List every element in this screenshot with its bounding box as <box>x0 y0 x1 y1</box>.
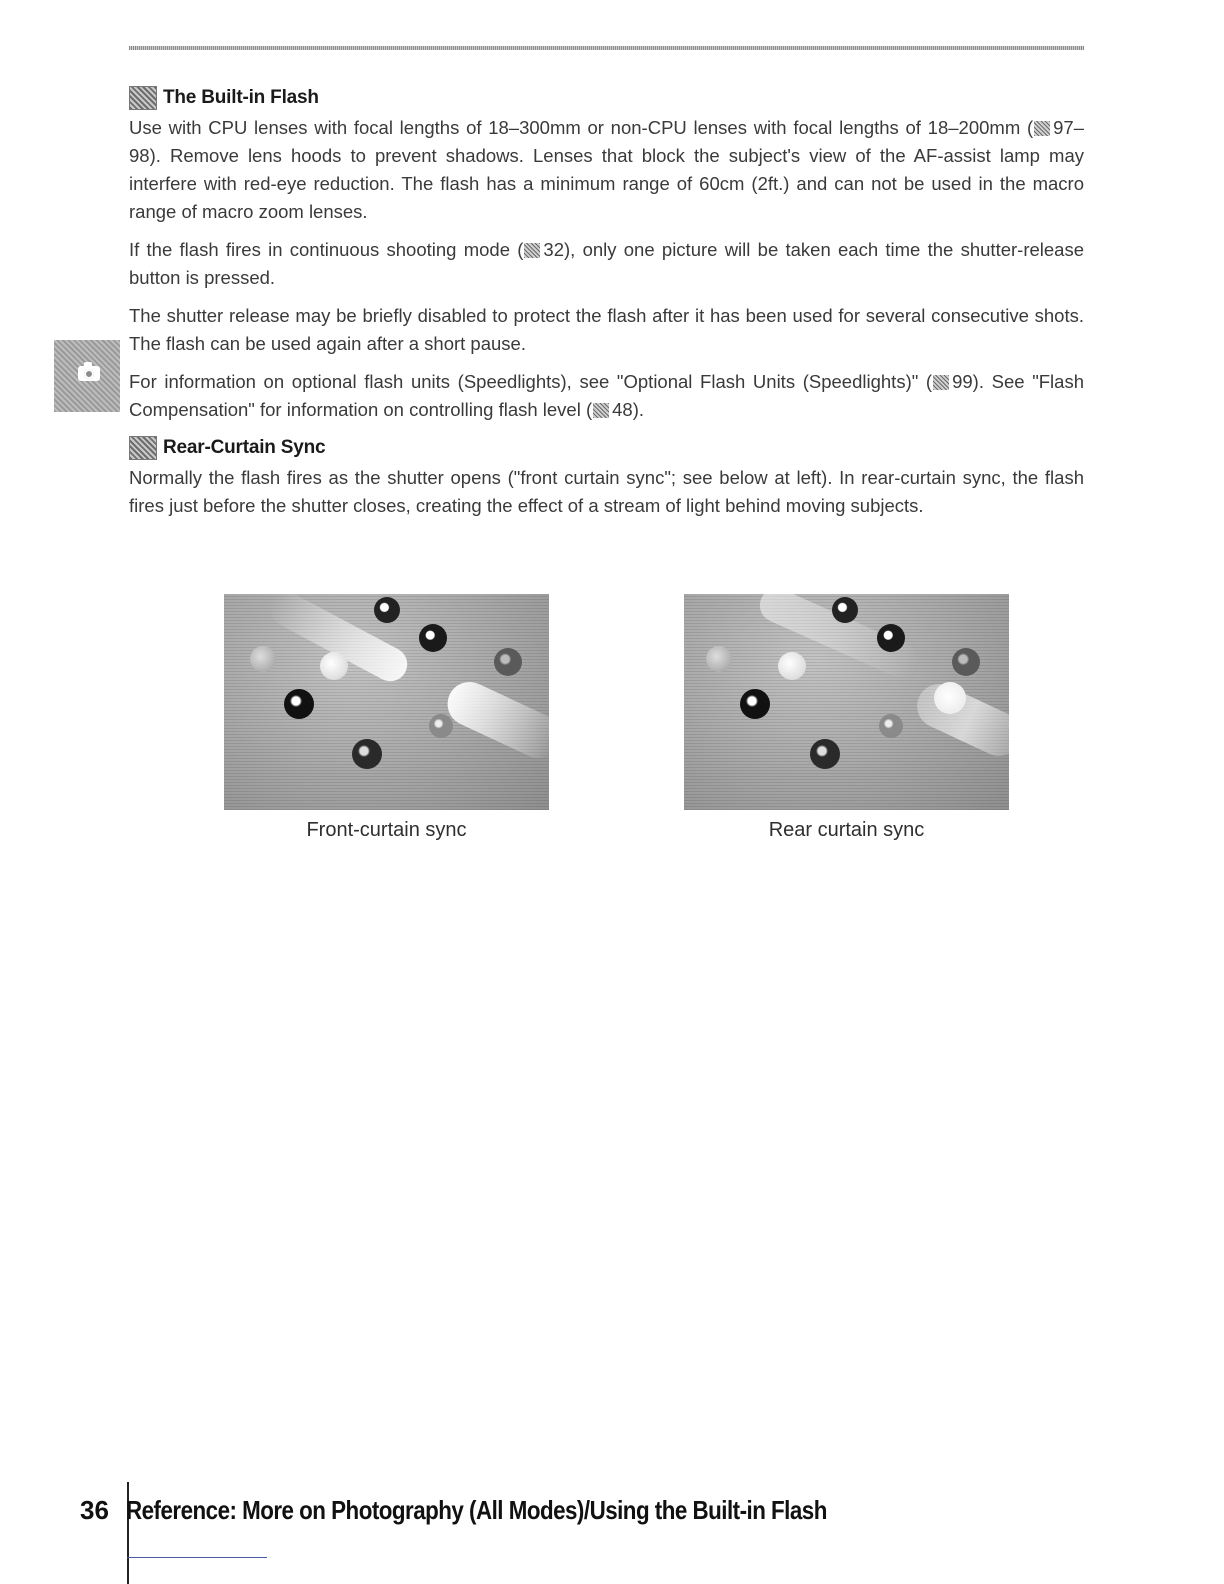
text-run: Normally the flash fires as the shutter opens ("front curtain sync"; see below at left). In rear-curtain sync, the flash fires just before the shutter closes, creating the effect of a stream of light behind moving subjects. <box>129 467 1084 516</box>
text-run: Use with CPU lenses with focal lengths of 18–300mm or non-CPU lenses with focal lengths of 18–200mm ( <box>129 117 1034 138</box>
heading-text: Rear-Curtain Sync <box>163 437 326 458</box>
camera-icon <box>78 366 100 381</box>
text-run: 48). <box>612 399 645 420</box>
section-tab <box>54 340 120 412</box>
figure-caption: Front-curtain sync <box>306 819 467 841</box>
figure-front-curtain <box>224 594 549 842</box>
figure-row <box>129 594 1084 854</box>
page-footer <box>80 1490 941 1530</box>
text-run: 99). See "Flash Compensation" for information on controlling flash level ( <box>129 371 1084 420</box>
text-run: If the flash fires in continuous shooting mode ( <box>129 239 524 260</box>
text-run: The shutter release may be briefly disabled to protect the flash after it has been used for several consecutive shots. The flash can be used again after a short pause. <box>129 305 1084 354</box>
section-heading-built-in-flash <box>129 84 1084 112</box>
page-reference-icon <box>593 403 609 418</box>
page-content <box>129 84 1084 530</box>
text-run: 97–98). Remove lens hoods to prevent shadows. Lenses that block the subject's view of the AF-assist lamp may interfere with red-eye reduction. The flash has a minimum range of 60cm (2ft.) and can not be used in the macro range of macro zoom lenses. <box>129 117 1084 222</box>
page-number: 36 <box>80 1494 109 1525</box>
page-reference-icon <box>1034 121 1050 136</box>
figure-caption: Rear curtain sync <box>768 819 925 841</box>
rear-curtain-sync-icon <box>129 436 157 460</box>
paragraph <box>129 302 1084 358</box>
page-reference-icon <box>524 243 540 258</box>
top-rule <box>129 46 1084 50</box>
billiard-balls-front-curtain-photo <box>224 594 549 810</box>
section-heading-rear-curtain-sync <box>129 434 1084 462</box>
paragraph <box>129 368 1084 424</box>
text-run: For information on optional flash units (Speedlights), see "Optional Flash Units (Speedlights)" ( <box>129 371 933 392</box>
page-reference-icon <box>933 375 949 390</box>
billiard-balls-rear-curtain-photo <box>684 594 1009 810</box>
heading-text: The Built-in Flash <box>163 87 319 108</box>
paragraph <box>129 236 1084 292</box>
text-run: 32), only one picture will be taken each time the shutter-release button is pressed. <box>129 239 1084 288</box>
paragraph <box>129 464 1084 520</box>
flash-mode-icon <box>129 86 157 110</box>
paragraph <box>129 114 1084 226</box>
footer-underline <box>127 1557 267 1558</box>
figure-rear-curtain <box>684 594 1009 842</box>
footer-title: Reference: More on Photography (All Modes)/Using the Built-in Flash <box>126 1494 827 1525</box>
